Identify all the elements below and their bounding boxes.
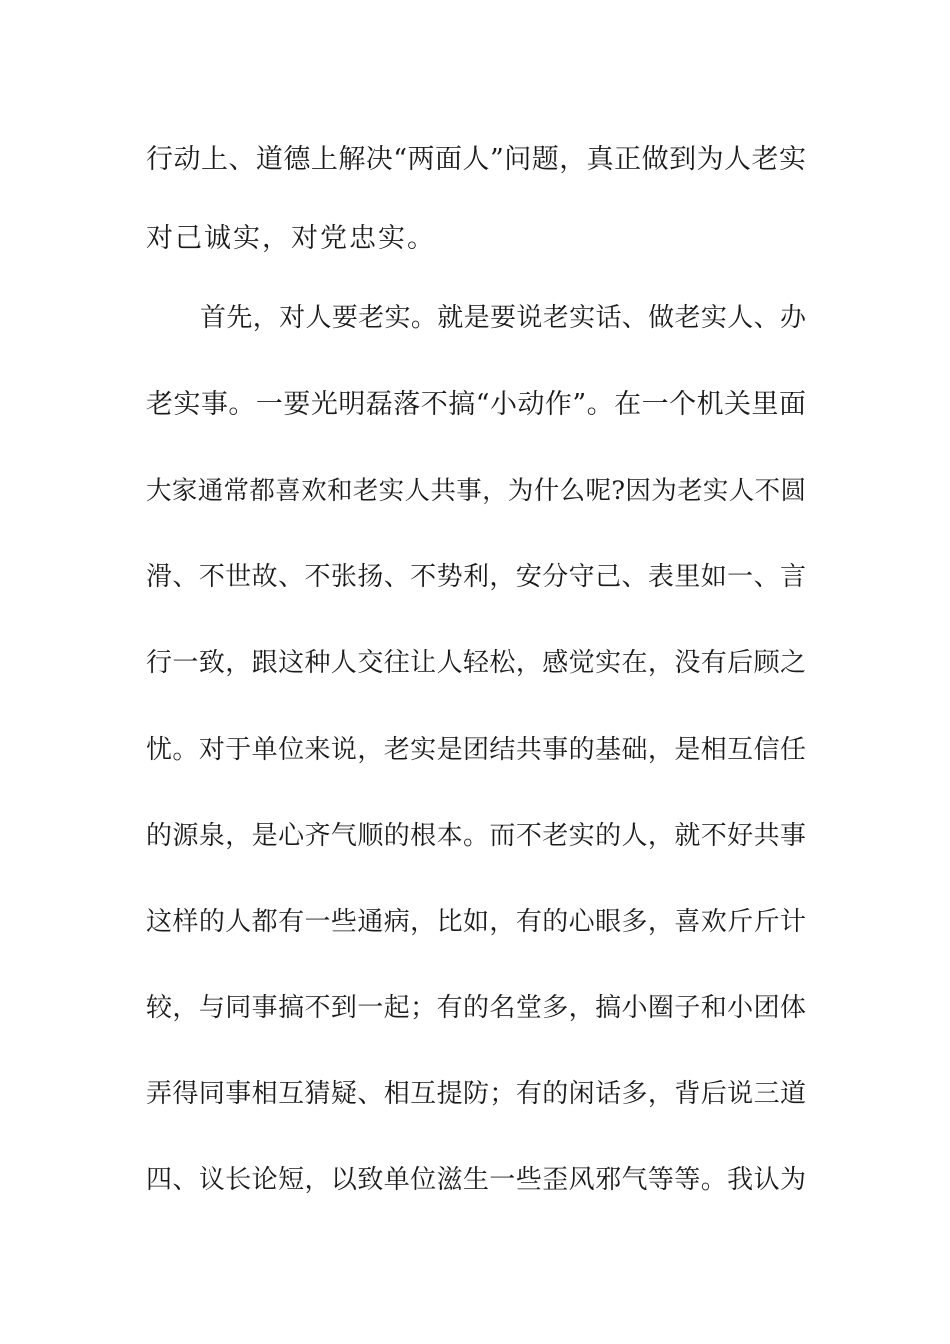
text-line: 行一致，跟这种人交往让人轻松，感觉实在，没有后顾之	[146, 648, 806, 678]
text-line: 大家通常都喜欢和老实人共事，为什么呢?因为老实人不圆	[146, 476, 806, 506]
text-line: 的源泉，是心齐气顺的根本。而不老实的人，就不好共事	[146, 821, 806, 851]
paragraph-first-line: 首先，对人要老实。就是要说老实话、做老实人、办	[200, 303, 806, 333]
text-line: 老实事。一要光明磊落不搞“小动作”。在一个机关里面	[146, 389, 806, 420]
text-line: 忧。对于单位来说，老实是团结共事的基础，是相互信任	[146, 735, 806, 765]
text-line: 滑、不世故、不张扬、不势利，安分守己、表里如一、言	[146, 562, 806, 592]
text-line: 弄得同事相互猜疑、相互提防；有的闲话多，背后说三道	[146, 1079, 806, 1109]
text-line: 四、议长论短，以致单位滋生一些歪风邪气等等。我认为	[146, 1165, 806, 1195]
text-line: 较，与同事搞不到一起；有的名堂多，搞小圈子和小团体	[146, 993, 806, 1023]
text-line: 行动上、道德上解决“两面人”问题，真正做到为人老实	[146, 144, 806, 175]
text-line: 这样的人都有一些通病，比如，有的心眼多，喜欢斤斤计	[146, 907, 806, 937]
text-line: 对己诚实，对党忠实。	[146, 223, 436, 254]
